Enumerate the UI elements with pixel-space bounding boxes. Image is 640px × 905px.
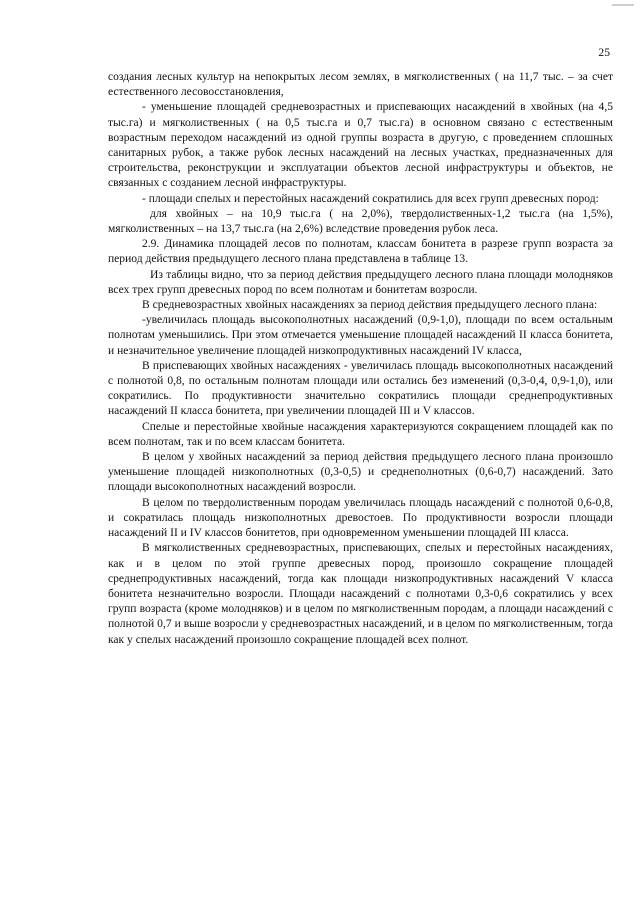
paragraph: - площади спелых и перестойных насаждений сократились для всех групп древесных пород: [142, 192, 599, 205]
paragraph: для хвойных – на 10,9 тыс.га ( на 2,0%), твердолиственных-1,2 тыс.га (на 1,5%), мягколиственных – на 13,7 тыс.га (на 2,6%) вследствие проведения рубок леса. [108, 207, 613, 236]
body-text [108, 70, 613, 648]
scan-corner-mark [612, 4, 634, 6]
paragraph: В средневозрастных хвойных насаждениях за период действия предыдущего лесного плана: [142, 299, 598, 312]
paragraph: В мягколиственных средневозрастных, приспевающих, спелых и перестойных насаждениях, как и в целом по этой группе древесных пород, произошло сокращение площадей среднепродуктивных насаждений, тогда как площади низкопродуктивных насаждений V класса бонитета незначительно возросли. Площади насаждений с полнотами 0,3-0,6 сократились у всех групп возраста (кроме молодняков) и в целом по мягколиственным породам, а площади насаждений с полнотой 0,7 и выше возросли у средневозрастных насаждений, и в целом по мягколиственным, тогда как у спелых насаждений произошло сокращение площадей всех полнот. [108, 542, 613, 646]
paragraph: В приспевающих хвойных насаждениях - увеличилась площадь высокополнотных насаждений с полнотой 0,8, по остальным полнотам площади или остались без изменений (0,3-0,4, 0,9-1,0), или сократились. По продуктивности значительно сократились площади среднепродуктивных насаждений II класса бонитета, при увеличении площадей III и V классов. [108, 359, 613, 418]
paragraph: 2.9. Динамика площадей лесов по полнотам, классам бонитета в разрезе групп возраста за период действия предыдущего лесного плана представлена в таблице 13. [108, 238, 613, 266]
paragraph: создания лесных культур на непокрытых лесом землях, в мягколиственных ( на 11,7 тыс. – за счет естественного лесовосстановления, [108, 71, 613, 99]
paragraph: Спелые и перестойные хвойные насаждения характеризуются сокращением площадей как по всем полнотам, так и по всем классам бонитета. [108, 420, 613, 448]
paragraph: - уменьшение площадей средневозрастных и приспевающих насаждений в хвойных (на 4,5 тыс.га) и мягколиственных ( на 0,5 тыс.га и 0,7 тыс.га) в основном связано с естественным возрастным переходом насаждений из одной группы возраста в другую, с проведением сплошных санитарных рубок, а также рубок лесных насаждений на лесных участках, предназначенных для строительства, реконструкции и эксплуатации объектов лесной инфраструктуры и объектов, не связанных с созданием лесной инфраструктуры. [108, 101, 613, 190]
paragraph: В целом у хвойных насаждений за период действия предыдущего лесного плана произошло уменьшение площадей низкополнотных (0,3-0,5) и среднеполнотных (0,6-0,7) насаждений. Зато площади высокополнотных насаждений возросли. [108, 451, 613, 494]
paragraph: Из таблицы видно, что за период действия предыдущего леcного плана площади молодняков всех трех групп древесных пород по всем полнотам и бонитетам возросли. [108, 268, 613, 296]
paragraph: В целом по твердолиственным породам увеличилась площадь насаждений с полнотой 0,6-0,8, и сократилась площадь низкополнотных древостоев. По продуктивности возросли площади насаждений II и IV классов бонитетов, при одновременном уменьшении площадей III класса. [108, 496, 613, 540]
page-number: 25 [598, 46, 610, 59]
paragraph: -увеличилась площадь высокополнотных насаждений (0,9-1,0), площади по всем остальным полнотам уменьшились. При этом отмечается уменьшение площадей насаждений II класса бонитета, и незначительное увеличение площадей низкопродуктивных насаждений IV класса, [108, 314, 613, 357]
